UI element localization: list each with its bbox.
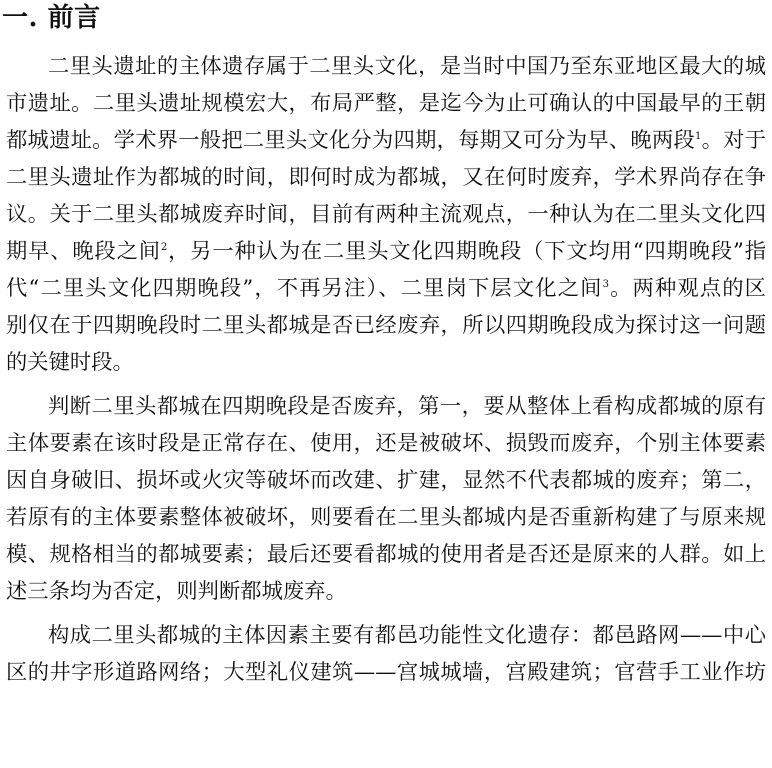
- paragraph-1-line-2: 市遗址。二里头遗址规模宏大，布局严整，是迄今为止可确认的中国最早的王朝: [6, 91, 766, 116]
- paragraph-1-line-5: 议。关于二里头都城废弃时间，目前有两种主流观点，一种认为在二里头文化四: [6, 202, 766, 227]
- paragraph-1-line-1: 二里头遗址的主体遗存属于二里头文化，是当时中国乃至东亚地区最大的城: [48, 54, 766, 79]
- paragraph-2-line-2: 主体要素在该时段是正常存在、使用，还是被破坏、损毁而废弃，个别主体要素: [6, 431, 766, 456]
- paragraph-2-line-3: 因自身破旧、损坏或火灾等破坏而改建、扩建，显然不代表都城的废弃；第二，: [6, 468, 766, 493]
- paragraph-3-line-1: 构成二里头都城的主体因素主要有都邑功能性文化遗存：都邑路网——中心: [48, 623, 766, 648]
- footnote-ref-2[interactable]: 2: [160, 241, 168, 253]
- paragraph-2-line-6: 述三条均为否定，则判断都城废弃。: [6, 579, 347, 604]
- paragraph-1-line-6: 期早、晚段之间$^2$，另一种认为在二里头文化四期晚段（下文均用“四期晚段”指: [6, 239, 766, 264]
- paragraph-1-line-3: 都城遗址。学术界一般把二里头文化分为四期，每期又可分为早、晚两段$^1$。对于: [6, 128, 766, 153]
- paragraph-2-line-4: 若原有的主体要素整体被破坏，则要看在二里头都城内是否重新构建了与原来规: [6, 505, 766, 530]
- paragraph-2-line-5: 模、规格相当的都城要素；最后还要看都城的使用者是否还是原来的人群。如上: [6, 542, 766, 567]
- footnote-ref-3[interactable]: 3: [602, 278, 609, 290]
- paragraph-1-line-9: 的关键时段。: [6, 350, 134, 375]
- paragraph-3-line-2: 区的井字形道路网络；大型礼仪建筑——宫城城墙，宫殿建筑；官营手工业作坊: [6, 660, 766, 685]
- footnote-ref-1[interactable]: 1: [695, 130, 702, 142]
- paragraph-1-line-7: 代“二里头文化四期晚段”，不再另注）、二里岗下层文化之间$^3$。两种观点的区: [6, 276, 766, 301]
- section-heading: 一. 前言: [2, 3, 101, 33]
- paragraph-1-line-4: 二里头遗址作为都城的时间，即何时成为都城，又在何时废弃，学术界尚存在争: [6, 165, 766, 190]
- paragraph-2-line-1: 判断二里头都城在四期晚段是否废弃，第一，要从整体上看构成都城的原有: [48, 394, 766, 419]
- paragraph-1-line-8: 别仅在于四期晚段时二里头都城是否已经废弃，所以四期晚段成为探讨这一问题: [6, 313, 766, 338]
